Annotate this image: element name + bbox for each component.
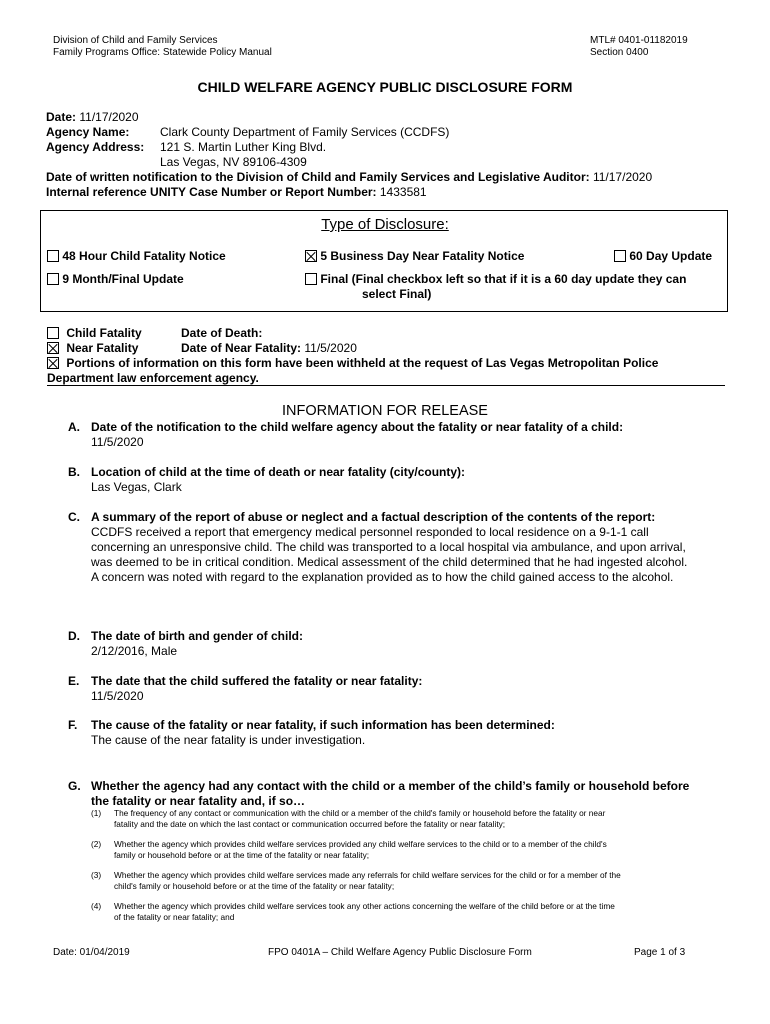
internal-ref-row — [46, 185, 427, 200]
internal-ref-label: Internal reference UNITY Case Number or Report Number: — [46, 185, 377, 199]
date-near-fatality-row — [181, 341, 357, 356]
agency-address-label: Agency Address: — [46, 140, 145, 154]
date-of-death-label: Date of Death: — [181, 326, 263, 340]
written-notification-row — [46, 170, 652, 185]
written-notification-label: Date of written notification to the Division of Child and Family Services and Legislative Auditor: — [46, 170, 590, 184]
item-c-question: A summary of the report of abuse or neglect and a factual description of the contents of the report: — [91, 510, 656, 524]
checkbox-9-month[interactable] — [47, 273, 59, 285]
checkbox-final[interactable] — [305, 273, 317, 285]
section-divider — [47, 385, 725, 386]
internal-ref-value: 1433581 — [379, 185, 427, 199]
child-fatality-label: Child Fatality — [66, 326, 142, 340]
item-g4-number: (4) — [91, 901, 102, 911]
item-c-letter: C. — [68, 510, 80, 524]
item-c-answer-1: CCDFS received a report that emergency medical personnel responded to local residence on a 9-1-1 call — [91, 525, 649, 539]
child-fatality-row[interactable] — [47, 326, 142, 341]
item-g-question-1: Whether the agency had any contact with the child or a member of the child’s family or household before — [91, 779, 690, 793]
withheld-row[interactable] — [47, 356, 658, 371]
item-b-letter: B. — [68, 465, 80, 479]
checkbox-child-fatality[interactable] — [47, 327, 59, 339]
opt-final-label: Final (Final checkbox left so that if it is a 60 day update they can — [320, 272, 687, 286]
item-d-answer: 2/12/2016, Male — [91, 644, 178, 658]
item-a-letter: A. — [68, 420, 80, 434]
date-row — [46, 110, 139, 125]
item-e-question: The date that the child suffered the fatality or near fatality: — [91, 674, 423, 688]
checkbox-48-hour[interactable] — [47, 250, 59, 262]
item-g2-number: (2) — [91, 839, 102, 849]
item-d-question: The date of birth and gender of child: — [91, 629, 303, 643]
item-b-question: Location of child at the time of death or near fatality (city/county): — [91, 465, 466, 479]
item-e-letter: E. — [68, 674, 80, 688]
opt-final-label-2: select Final) — [362, 287, 432, 301]
footer-form-name: FPO 0401A – Child Welfare Agency Public Disclosure Form — [268, 947, 532, 958]
opt-9-month-label: 9 Month/Final Update — [62, 272, 184, 286]
opt-48-hour[interactable] — [47, 249, 226, 264]
item-b-answer: Las Vegas, Clark — [91, 480, 182, 494]
agency-address-line2: Las Vegas, NV 89106-4309 — [160, 155, 307, 169]
near-fatality-label: Near Fatality — [66, 341, 139, 355]
item-f-answer: The cause of the near fatality is under investigation. — [91, 733, 366, 747]
checkbox-5-day[interactable] — [305, 250, 317, 262]
item-g4-line-2: of the fatality or near fatality; and — [114, 912, 235, 922]
opt-5-day[interactable] — [305, 249, 524, 264]
item-g3-line-2: child's family or household before or at the time of the fatality or near fatality; — [114, 881, 395, 891]
item-g4-line-1: Whether the agency which provides child welfare services took any other actions concerning the welfare of the child before or at the time — [114, 901, 615, 911]
item-g-question-2: the fatality or near fatality and, if so… — [91, 794, 306, 808]
item-g3-line-1: Whether the agency which provides child welfare services made any referrals for child welfare services for the child or for a member of the — [114, 870, 621, 880]
opt-5-day-label: 5 Business Day Near Fatality Notice — [320, 249, 525, 263]
opt-60-day-label: 60 Day Update — [629, 249, 713, 263]
written-notification-value: 11/17/2020 — [592, 170, 653, 184]
withheld-label: Portions of information on this form have been withheld at the request of Las Vegas Metropolitan Police — [66, 356, 659, 370]
checkbox-withheld[interactable] — [47, 357, 59, 369]
item-g2-line-1: Whether the agency which provides child welfare services provided any child welfare services to the child or to a member of the child's — [114, 839, 607, 849]
item-g3-number: (3) — [91, 870, 102, 880]
opt-60-day[interactable] — [614, 249, 712, 264]
item-a-question: Date of the notification to the child welfare agency about the fatality or near fatality of a child: — [91, 420, 624, 434]
footer-page-number: Page 1 of 3 — [634, 947, 686, 958]
date-near-fatality-label: Date of Near Fatality: — [181, 341, 302, 355]
checkbox-60-day[interactable] — [614, 250, 626, 262]
agency-name-value: Clark County Department of Family Services (CCDFS) — [160, 125, 450, 139]
item-a-answer: 11/5/2020 — [91, 435, 144, 449]
header-division: Division of Child and Family Services — [53, 35, 218, 46]
item-d-letter: D. — [68, 629, 80, 643]
footer-date: Date: 01/04/2019 — [53, 947, 130, 958]
header-mtl: MTL# 0401-01182019 — [590, 35, 688, 46]
page-title: CHILD WELFARE AGENCY PUBLIC DISCLOSURE FORM — [197, 79, 573, 95]
withheld-label-2: Department law enforcement agency. — [47, 371, 259, 385]
item-g2-line-2: family or household before or at the time of the fatality or near fatality; — [114, 850, 370, 860]
opt-9-month[interactable] — [47, 272, 184, 287]
near-fatality-row[interactable] — [47, 341, 138, 356]
item-f-letter: F. — [68, 718, 78, 732]
disclosure-heading: Type of Disclosure: — [321, 216, 449, 233]
date-near-fatality-value: 11/5/2020 — [304, 341, 357, 355]
header-section: Section 0400 — [590, 47, 649, 58]
agency-name-label: Agency Name: — [46, 125, 130, 139]
date-label: Date: — [46, 110, 77, 124]
item-c-answer-3: was deemed to be in critical condition. Medical assessment of the child determined that he had ingested alcohol. — [91, 555, 688, 569]
checkbox-near-fatality[interactable] — [47, 342, 59, 354]
item-g1-line-2: fatality and the date on which the last contact or communication occurred before the fatality or near fatality; — [114, 819, 506, 829]
item-g-letter: G. — [68, 779, 81, 793]
opt-48-hour-label: 48 Hour Child Fatality Notice — [62, 249, 226, 263]
item-g1-line-1: The frequency of any contact or communication with the child or a member of the child's family or household before the fatality or near — [114, 808, 606, 818]
release-heading: INFORMATION FOR RELEASE — [282, 403, 488, 419]
header-office: Family Programs Office: Statewide Policy Manual — [53, 47, 272, 58]
date-value: 11/17/2020 — [79, 110, 139, 124]
item-c-answer-4: A concern was noted with regard to the explanation provided as to how the child gained access to the alcohol. — [91, 570, 674, 584]
opt-final[interactable] — [305, 272, 686, 287]
item-e-answer: 11/5/2020 — [91, 689, 144, 703]
item-g1-number: (1) — [91, 808, 102, 818]
agency-address-line1: 121 S. Martin Luther King Blvd. — [160, 140, 327, 154]
item-c-answer-2: concerning an unresponsive child. The child was transported to a local hospital via ambulance, and upon arrival, — [91, 540, 686, 554]
item-f-question: The cause of the fatality or near fatality, if such information has been determined: — [91, 718, 555, 732]
